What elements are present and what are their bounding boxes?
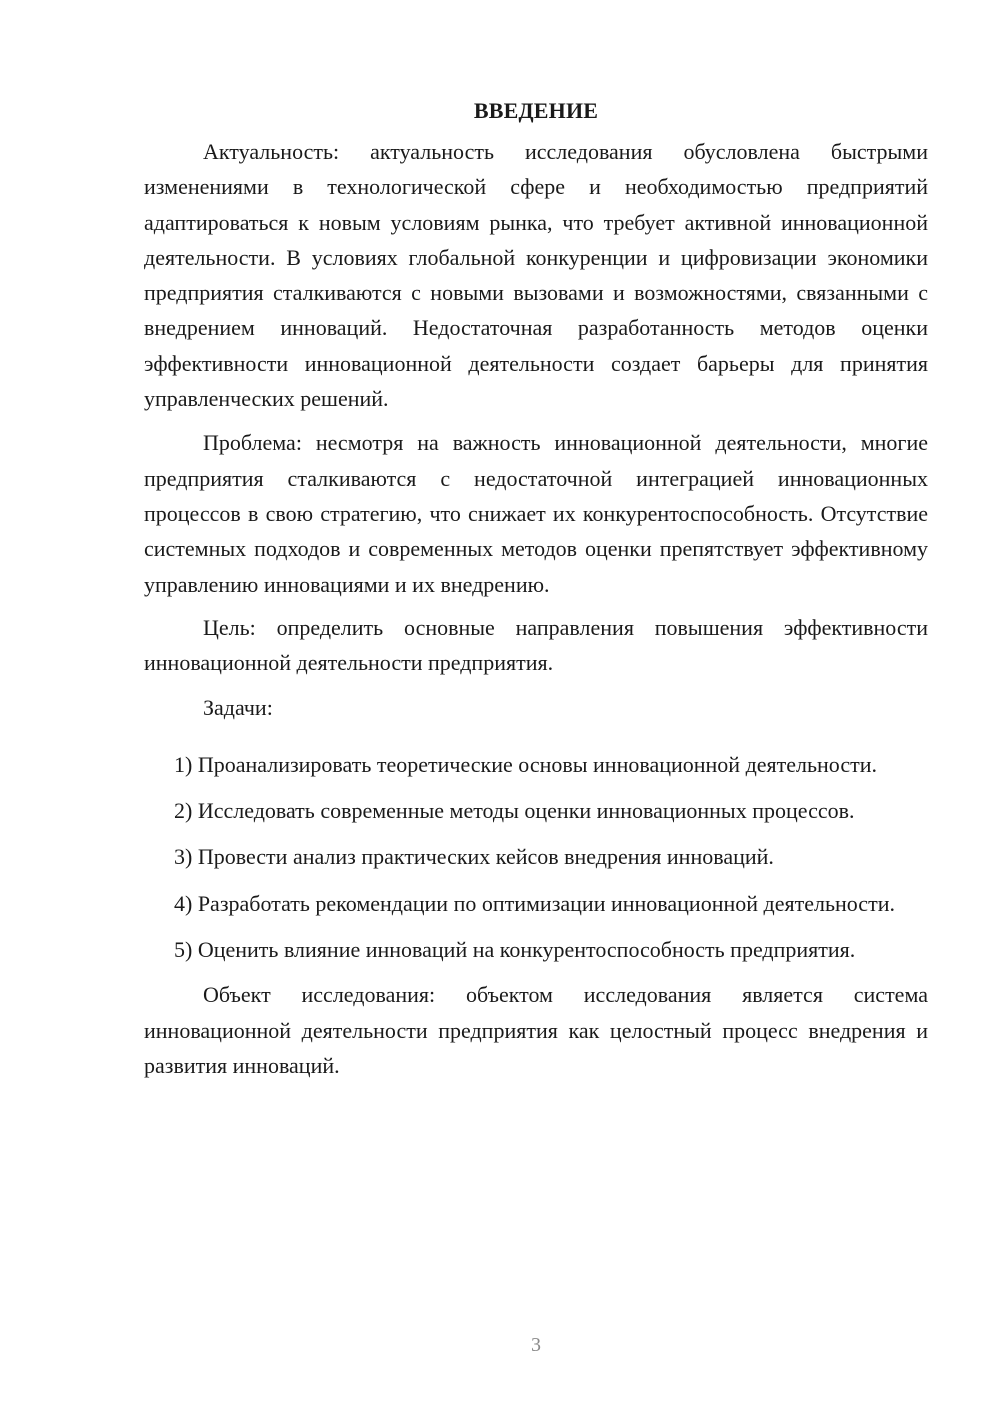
- page-content: [144, 96, 928, 1083]
- task-item-4: 4) Разработать рекомендации по оптимизации инновационной деятельности.: [174, 890, 895, 916]
- section-heading: ВВЕДЕНИЕ: [473, 98, 599, 123]
- paragraph-relevance: Актуальность: актуальность исследования обусловлена быстрыми изменениями в технологической сфере и необходимостью предприятий адаптироваться к новым условиям рынка, что требует активной инновационной деятельности. В условиях глобальной конкуренции и цифровизации экономики предприятия сталкиваются с новыми вызовами и возможностями, связанными с внедрением инноваций. Недостаточная разработанность методов оценки эффективности инновационной деятельности создает барьеры для принятия управленческих решений.: [144, 139, 928, 412]
- task-item-1: 1) Проанализировать теоретические основы инновационной деятельности.: [174, 751, 878, 777]
- task-item-5: 5) Оценить влияние инноваций на конкурентоспособность предприятия.: [174, 936, 856, 962]
- paragraph-goal: Цель: определить основные направления повышения эффективности инновационной деятельности предприятия.: [144, 614, 928, 676]
- task-item-2: 2) Исследовать современные методы оценки инновационных процессов.: [174, 798, 855, 824]
- page-number: 3: [531, 1334, 541, 1356]
- paragraph-problem: Проблема: несмотря на важность инновационной деятельности, многие предприятия сталкиваются с недостаточной интеграцией инновационных процессов в свою стратегию, что снижает их конкурентоспособность. Отсутствие системных подходов и современных методов оценки препятствует эффективному управлению инновациями и их внедрению.: [144, 430, 928, 597]
- tasks-label: Задачи:: [203, 695, 273, 721]
- task-item-3: 3) Провести анализ практических кейсов внедрения инноваций.: [174, 844, 774, 870]
- paragraph-object: Объект исследования: объектом исследования является система инновационной деятельности предприятия как целостный процесс внедрения и развития инноваций.: [144, 982, 928, 1078]
